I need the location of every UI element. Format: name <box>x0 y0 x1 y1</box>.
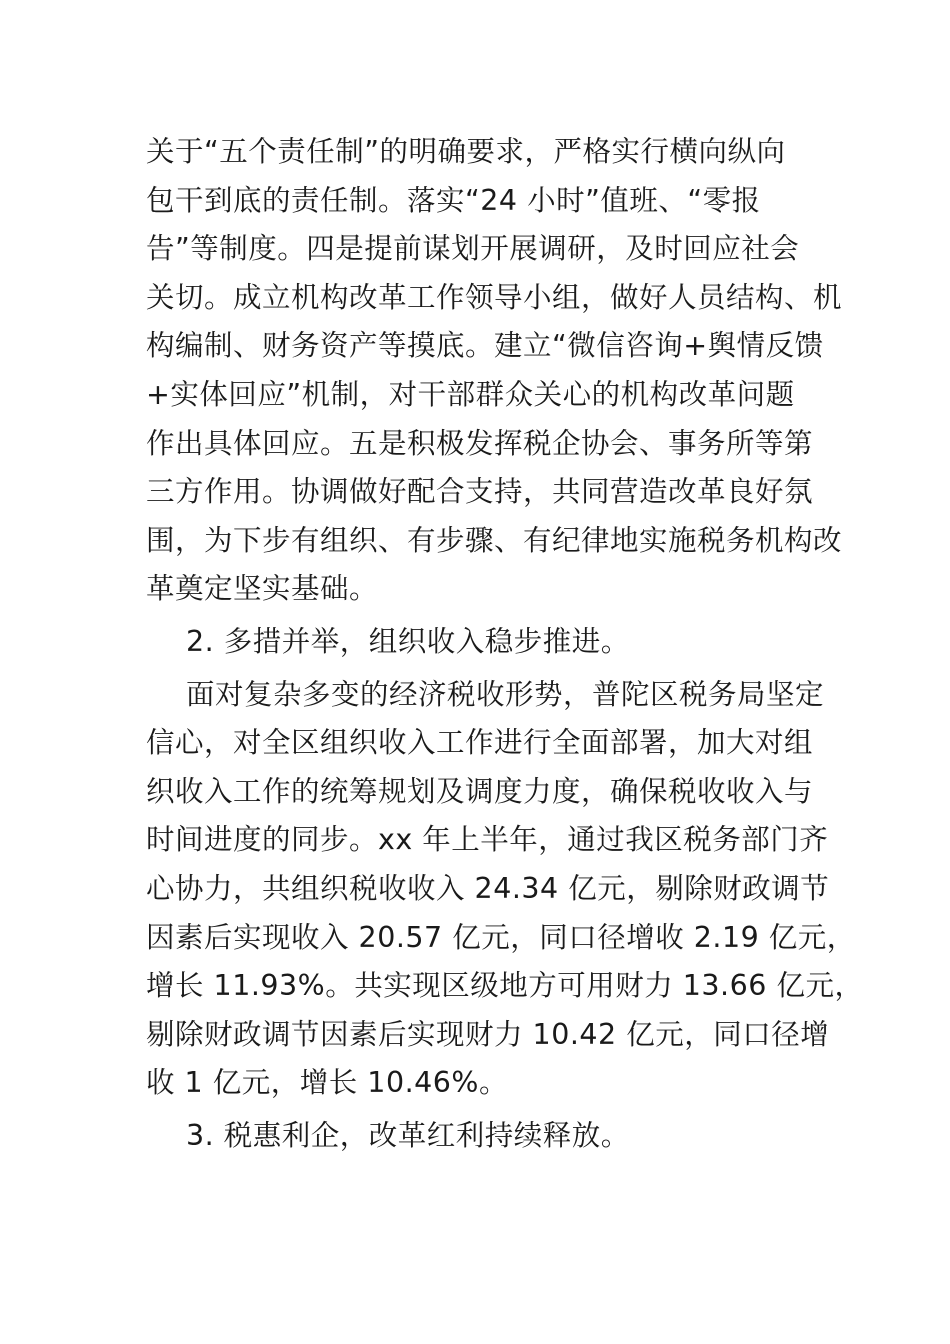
text-line: 剔除财政调节因素后实现财力 10.42 亿元，同口径增 <box>146 1017 830 1051</box>
section-heading-3: 3. 税惠利企，改革红利持续释放。 <box>186 1118 630 1152</box>
section-heading-2: 2. 多措并举，组织收入稳步推进。 <box>186 624 630 658</box>
text-line: 革奠定坚实基础。 <box>146 572 379 606</box>
text-line: 关于“五个责任制”的明确要求，严格实行横向纵向 <box>146 135 786 168</box>
text-line: 三方作用。协调做好配合支持，共同营造改革良好氛 <box>146 475 814 509</box>
text-line: 包干到底的责任制。落实“24 小时”值班、“零报 <box>146 183 761 217</box>
text-line: 心协力，共组织税收收入 24.34 亿元，剔除财政调节 <box>146 871 830 905</box>
text-line: 时间进度的同步。xx 年上半年，通过我区税务部门齐 <box>146 823 829 857</box>
text-line: 收 1 亿元，增长 10.46%。 <box>146 1066 508 1100</box>
text-line: 面对复杂多变的经济税收形势，普陀区税务局坚定 <box>186 677 825 711</box>
text-line: 作出具体回应。五是积极发挥税企协会、事务所等第 <box>146 426 814 460</box>
text-line: 因素后实现收入 20.57 亿元，同口径增收 2.19 亿元， <box>146 920 856 954</box>
text-line: 关切。成立机构改革工作领导小组，做好人员结构、机 <box>146 280 843 314</box>
text-line: 信心，对全区组织收入工作进行全面部署，加大对组 <box>146 726 814 760</box>
paragraph-reform-measures <box>146 128 843 614</box>
text-line: 围，为下步有组织、有步骤、有纪律地实施税务机构改 <box>146 523 843 557</box>
text-line: 告”等制度。四是提前谋划开展调研，及时回应社会 <box>146 232 800 266</box>
text-line: +实体回应”机制，对干部群众关心的机构改革问题 <box>146 377 795 411</box>
text-line: 构编制、财务资产等摸底。建立“微信咨询+舆情反馈 <box>146 329 824 363</box>
document-body <box>146 128 864 1164</box>
paragraph-revenue <box>146 671 864 1108</box>
text-line: 增长 11.93%。共实现区级地方可用财力 13.66 亿元， <box>146 969 864 1003</box>
text-line: 织收入工作的统筹规划及调度力度，确保税收收入与 <box>146 774 814 808</box>
